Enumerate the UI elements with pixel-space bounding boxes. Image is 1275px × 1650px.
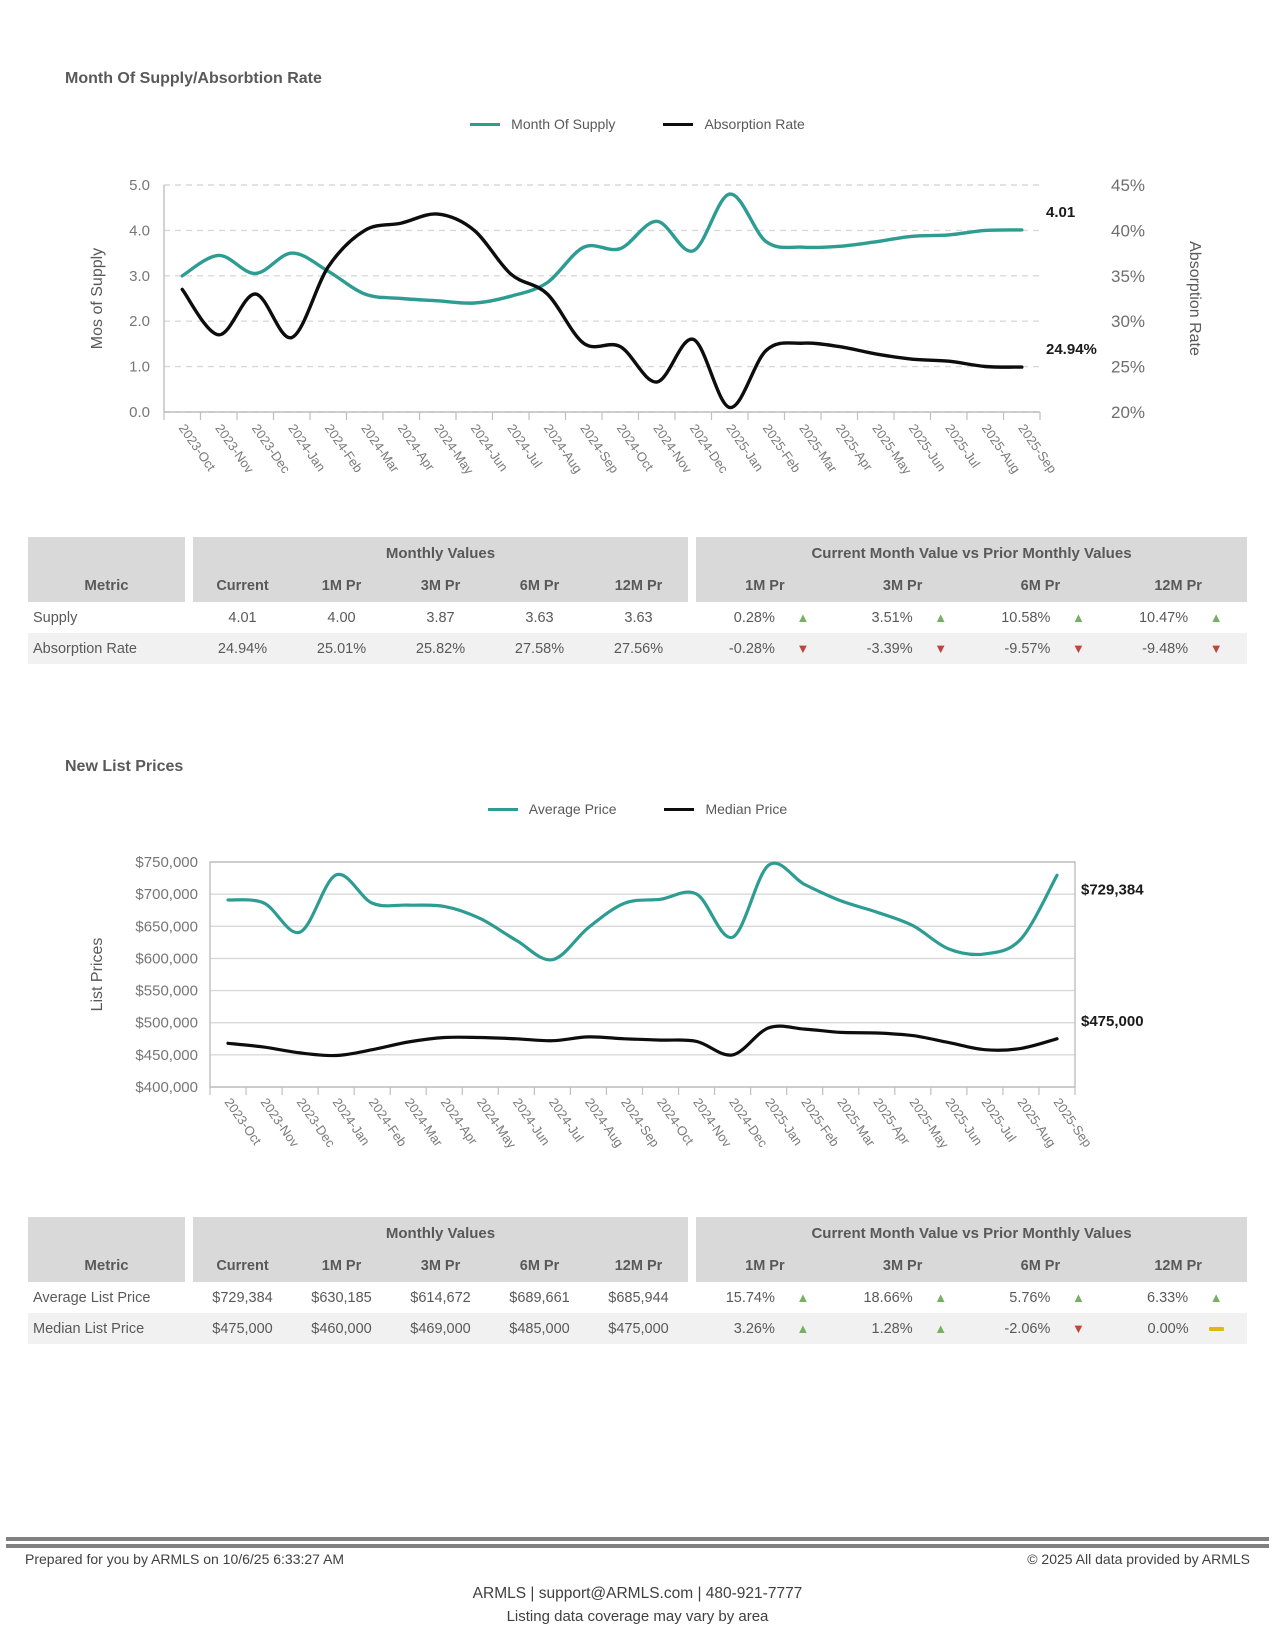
x-axis-tick-label: 2024-Dec	[686, 421, 732, 476]
chart1-title: Month Of Supply/Absorbtion Rate	[65, 70, 322, 87]
table-row	[28, 1313, 1247, 1344]
x-axis-tick-label: 2025-Feb	[798, 1095, 843, 1150]
value-cell: 25.01%	[316, 640, 367, 657]
vs-cell	[972, 1321, 1110, 1337]
vs-cell	[696, 641, 834, 657]
legend-label: Absorption Rate	[704, 116, 805, 132]
y-axis-tick-label: $550,000	[135, 982, 198, 1000]
footer-divider	[6, 1537, 1269, 1548]
x-axis-tick-label: 2025-Apr	[870, 1095, 914, 1148]
trend-down-icon: ▼	[934, 641, 948, 656]
x-axis-tick-label: 2025-May	[906, 1095, 952, 1152]
value-cell: 4.01	[228, 609, 257, 626]
x-axis-tick-label: 2024-Oct	[613, 421, 657, 474]
vs-value: -9.48%	[1142, 640, 1189, 657]
trend-up-icon: ▲	[934, 1290, 948, 1305]
y-axis-tick-label: $700,000	[135, 886, 198, 904]
value-cell: 3.87	[426, 609, 455, 626]
series-end-label: 4.01	[1046, 203, 1076, 221]
trend-up-icon: ▲	[1071, 1290, 1085, 1305]
vs-value: -2.06%	[1004, 1320, 1051, 1337]
value-cell: 3.63	[624, 609, 653, 626]
trend-up-icon: ▲	[934, 610, 948, 625]
x-axis-tick-label: 2024-Jan	[285, 421, 329, 475]
x-axis-tick-label: 2024-Jul	[504, 421, 546, 471]
right-axis-tick-label: 30%	[1111, 312, 1146, 332]
value-cell: $630,185	[311, 1289, 372, 1306]
vs-value: -3.39%	[866, 640, 913, 657]
x-axis-tick-label: 2024-Mar	[401, 1095, 446, 1150]
value-cell: $729,384	[212, 1289, 273, 1306]
vs-value: 15.74%	[725, 1289, 775, 1306]
trend-up-icon: ▲	[1209, 1290, 1223, 1305]
metric-header: Metric	[28, 1217, 185, 1282]
x-axis-tick-label: 2023-Dec	[248, 421, 294, 476]
line-swatch-icon	[664, 808, 694, 811]
col-header: 6M Pr	[519, 578, 560, 594]
y-axis-tick-label: $400,000	[135, 1079, 198, 1096]
col-header: 1M Pr	[745, 578, 785, 594]
y-axis-tick-label: $750,000	[135, 854, 198, 871]
trend-down-icon: ▼	[1209, 641, 1223, 656]
vs-value: -9.57%	[1004, 640, 1051, 657]
vs-cell	[834, 1290, 972, 1306]
y-axis-tick-label: 0.0	[129, 404, 150, 421]
metric-header: Metric	[28, 537, 185, 602]
vs-value: 6.33%	[1147, 1289, 1189, 1306]
vs-cell	[972, 1290, 1110, 1306]
col-header: Current	[216, 1258, 269, 1274]
x-axis-tick-label: 2024-Jan	[329, 1095, 374, 1149]
x-axis-tick-label: 2024-Apr	[394, 421, 438, 474]
x-axis-tick-label: 2024-Sep	[577, 421, 622, 476]
vs-value: 0.28%	[733, 609, 775, 626]
plot-border	[210, 862, 1075, 1087]
table-header	[28, 1217, 1247, 1282]
monthly-values-cells	[193, 610, 688, 626]
x-axis-tick-label: 2024-May	[431, 421, 477, 478]
vs-prior-header: Current Month Value vs Prior Monthly Values 1M Pr 3M Pr 6M Pr 12M Pr	[696, 1217, 1247, 1282]
col-header: 3M Pr	[420, 1258, 461, 1274]
x-axis-tick-label: 2023-Oct	[221, 1095, 265, 1148]
monthly-values-cells	[193, 641, 688, 657]
col-header: 3M Pr	[420, 578, 461, 594]
vs-value: 10.47%	[1138, 609, 1189, 626]
legend-label: Average Price	[528, 801, 617, 817]
col-header: 12M Pr	[1154, 578, 1202, 594]
x-axis-tick-label: 2025-Feb	[759, 421, 805, 476]
x-axis-tick-label: 2025-Sep	[1015, 421, 1060, 476]
vs-cell	[834, 610, 972, 626]
vs-prior-cells	[696, 610, 1247, 626]
legend-item-average-price	[488, 801, 617, 817]
value-cell: 24.94%	[217, 640, 268, 657]
x-axis-tick-label: 2025-Aug	[978, 421, 1024, 476]
value-cell: 4.00	[327, 609, 356, 626]
footer-copyright: © 2025 All data provided by ARMLS	[1027, 1551, 1250, 1567]
series-end-label: 24.94%	[1046, 341, 1097, 359]
vs-value: 0.00%	[1147, 1320, 1189, 1337]
x-axis-tick-label: 2025-Jul	[978, 1095, 1020, 1145]
vs-prior-header: Current Month Value vs Prior Monthly Values 1M Pr 3M Pr 6M Pr 12M Pr	[696, 537, 1247, 602]
list-prices-table	[28, 1217, 1247, 1344]
x-axis-tick-label: 2025-Jan	[723, 421, 767, 475]
x-axis-tick-label: 2025-Jun	[942, 1095, 986, 1149]
x-axis-tick-label: 2024-Dec	[726, 1095, 771, 1150]
value-cell: 27.56%	[613, 640, 664, 657]
series-line	[182, 214, 1022, 408]
footer-coverage-note: Listing data coverage may vary by area	[506, 1608, 769, 1625]
value-cell: $475,000	[608, 1320, 669, 1337]
legend-label: Median Price	[705, 801, 788, 817]
value-cell: $689,661	[509, 1289, 570, 1306]
y-axis-tick-label: $650,000	[135, 918, 198, 936]
x-axis-tick-label: 2024-May	[473, 1095, 520, 1152]
trend-up-icon: ▲	[796, 1321, 810, 1336]
vs-value: 5.76%	[1009, 1289, 1051, 1306]
x-axis-tick-label: 2024-Aug	[540, 421, 586, 476]
y-axis-tick-label: $600,000	[135, 950, 198, 968]
table-body	[28, 1282, 1247, 1344]
y-axis-tick-label: 3.0	[129, 267, 150, 285]
series-end-label: $475,000	[1081, 1012, 1144, 1030]
table-row	[28, 1282, 1247, 1313]
monthly-values-cells	[193, 1290, 688, 1306]
x-axis-tick-label: 2024-Nov	[690, 1095, 735, 1150]
vs-value: 10.58%	[1001, 609, 1051, 626]
series-line	[228, 863, 1057, 960]
vs-cell	[696, 1321, 834, 1337]
y-axis-tick-label: 4.0	[129, 222, 150, 240]
x-axis-tick-label: 2025-Jan	[762, 1095, 806, 1149]
x-axis-tick-label: 2024-Jun	[509, 1095, 554, 1149]
vs-value: -0.28%	[728, 640, 775, 657]
x-axis-tick-label: 2025-Jun	[905, 421, 950, 475]
col-header: 12M Pr	[614, 1258, 663, 1274]
x-axis-tick-label: 2024-Jul	[545, 1095, 587, 1145]
col-header: Current	[216, 578, 269, 594]
vs-prior-cells	[696, 1321, 1247, 1337]
chart2-legend	[0, 801, 1275, 817]
x-axis-tick-label: 2024-Jun	[467, 421, 512, 475]
x-axis-tick-label: 2023-Nov	[257, 1095, 303, 1150]
vs-cell	[1109, 610, 1247, 626]
vs-cell	[972, 610, 1110, 626]
vs-cell	[834, 1321, 972, 1337]
value-cell: $460,000	[311, 1320, 372, 1337]
x-axis-tick-label: 2024-Feb	[365, 1095, 410, 1150]
table-row	[28, 633, 1247, 664]
series-end-label: $729,384	[1081, 881, 1144, 899]
vs-cell	[1109, 641, 1247, 657]
y-axis-tick-label: $450,000	[135, 1046, 198, 1064]
vs-cell	[1109, 1290, 1247, 1306]
series-line	[182, 194, 1022, 303]
vs-cell	[696, 610, 834, 626]
right-axis-tick-label: 45%	[1111, 176, 1146, 195]
right-axis-tick-label: 35%	[1111, 266, 1146, 286]
legend-label: Month Of Supply	[511, 116, 616, 132]
vs-value: 18.66%	[863, 1289, 913, 1306]
x-axis-tick-label: 2025-Mar	[834, 1095, 879, 1150]
trend-down-icon: ▼	[796, 641, 810, 656]
trend-up-icon: ▲	[796, 1290, 810, 1305]
value-cell: $469,000	[410, 1320, 471, 1337]
x-axis-tick-label: 2025-Apr	[832, 421, 876, 474]
metric-cell: Absorption Rate	[33, 640, 137, 657]
y-axis-title: List Prices	[89, 937, 106, 1012]
y-axis-tick-label: $500,000	[135, 1014, 198, 1032]
x-axis-tick-label: 2024-Sep	[618, 1095, 663, 1150]
x-axis-tick-label: 2024-Feb	[321, 421, 367, 476]
x-axis-tick-label: 2025-Mar	[796, 421, 841, 476]
col-header: 3M Pr	[882, 1258, 923, 1274]
value-cell: $614,672	[410, 1289, 471, 1306]
footer-contact: ARMLS | support@ARMLS.com | 480-921-7777	[472, 1585, 803, 1602]
vs-prior-cells	[696, 641, 1247, 657]
x-axis-tick-label: 2025-Sep	[1050, 1095, 1096, 1150]
series-line	[228, 1026, 1057, 1055]
col-header: 12M Pr	[614, 578, 663, 594]
right-axis-title: Absorption Rate	[1186, 241, 1203, 356]
metric-cell: Median List Price	[33, 1320, 145, 1337]
vs-value: 3.26%	[733, 1320, 775, 1337]
chart2-title: New List Prices	[65, 758, 184, 775]
x-axis-tick-label: 2024-Oct	[654, 1095, 698, 1148]
table-body	[28, 602, 1247, 664]
supply-absorption-chart	[0, 100, 1275, 512]
trend-down-icon: ▼	[1071, 641, 1085, 656]
value-cell: 27.58%	[514, 640, 565, 657]
x-axis-tick-label: 2025-Jul	[942, 421, 984, 471]
table-header	[28, 537, 1247, 602]
trend-down-icon: ▼	[1071, 1321, 1085, 1336]
x-axis-tick-label: 2023-Oct	[175, 421, 219, 474]
col-header: 12M Pr	[1154, 1258, 1202, 1274]
y-axis-title: Mos of Supply	[89, 247, 106, 350]
footer-prepared: Prepared for you by ARMLS on 10/6/25 6:33:27 AM	[25, 1551, 345, 1567]
x-axis-tick-label: 2024-Nov	[650, 421, 695, 476]
value-cell: 3.63	[525, 609, 554, 626]
col-header: 6M Pr	[519, 1258, 560, 1274]
col-header: 1M Pr	[745, 1258, 785, 1274]
col-header: 3M Pr	[882, 578, 923, 594]
metric-cell: Supply	[33, 609, 78, 626]
value-cell: $475,000	[212, 1320, 273, 1337]
value-cell: $685,944	[608, 1289, 669, 1306]
monthly-values-header: Monthly Values Current 1M Pr 3M Pr 6M Pr 12M Pr	[193, 1217, 688, 1282]
metric-cell: Average List Price	[33, 1289, 151, 1306]
col-header: 1M Pr	[321, 1258, 362, 1274]
value-cell: 25.82%	[415, 640, 466, 657]
vs-value: 1.28%	[871, 1320, 913, 1337]
right-axis-tick-label: 25%	[1111, 357, 1146, 377]
table-row	[28, 602, 1247, 633]
legend-item-median-price	[664, 801, 787, 817]
right-axis-tick-label: 20%	[1111, 403, 1146, 422]
x-axis-tick-label: 2023-Dec	[293, 1095, 339, 1150]
col-header: 1M Pr	[321, 578, 362, 594]
vs-cell	[834, 641, 972, 657]
trend-up-icon: ▲	[1071, 610, 1085, 625]
vs-value: 3.51%	[871, 609, 913, 626]
monthly-values-header: Monthly Values Current 1M Pr 3M Pr 6M Pr 12M Pr	[193, 537, 688, 602]
supply-absorption-table	[28, 537, 1247, 664]
x-axis-tick-label: 2023-Nov	[212, 421, 257, 476]
x-axis-tick-label: 2025-May	[869, 421, 915, 478]
y-axis-tick-label: 5.0	[129, 177, 150, 194]
x-axis-tick-label: 2024-Aug	[581, 1095, 627, 1150]
vs-prior-cells	[696, 1290, 1247, 1306]
col-header: 6M Pr	[1020, 578, 1061, 594]
trend-flat-icon	[1209, 1327, 1224, 1331]
value-cell: $485,000	[509, 1320, 570, 1337]
right-axis-tick-label: 40%	[1111, 221, 1146, 241]
trend-up-icon: ▲	[1209, 610, 1223, 625]
x-axis-tick-label: 2025-Aug	[1014, 1095, 1060, 1150]
line-swatch-icon	[488, 808, 518, 811]
monthly-values-cells	[193, 1321, 688, 1337]
trend-up-icon: ▲	[934, 1321, 948, 1336]
x-axis-tick-label: 2024-Apr	[437, 1095, 481, 1148]
vs-cell	[1109, 1321, 1247, 1337]
col-header: 6M Pr	[1020, 1258, 1061, 1274]
vs-cell	[696, 1290, 834, 1306]
vs-cell	[972, 641, 1110, 657]
y-axis-tick-label: 1.0	[129, 358, 150, 376]
list-prices-chart	[0, 830, 1275, 1192]
trend-up-icon: ▲	[796, 610, 810, 625]
y-axis-tick-label: 2.0	[129, 313, 150, 331]
x-axis-tick-label: 2024-Mar	[358, 421, 403, 476]
